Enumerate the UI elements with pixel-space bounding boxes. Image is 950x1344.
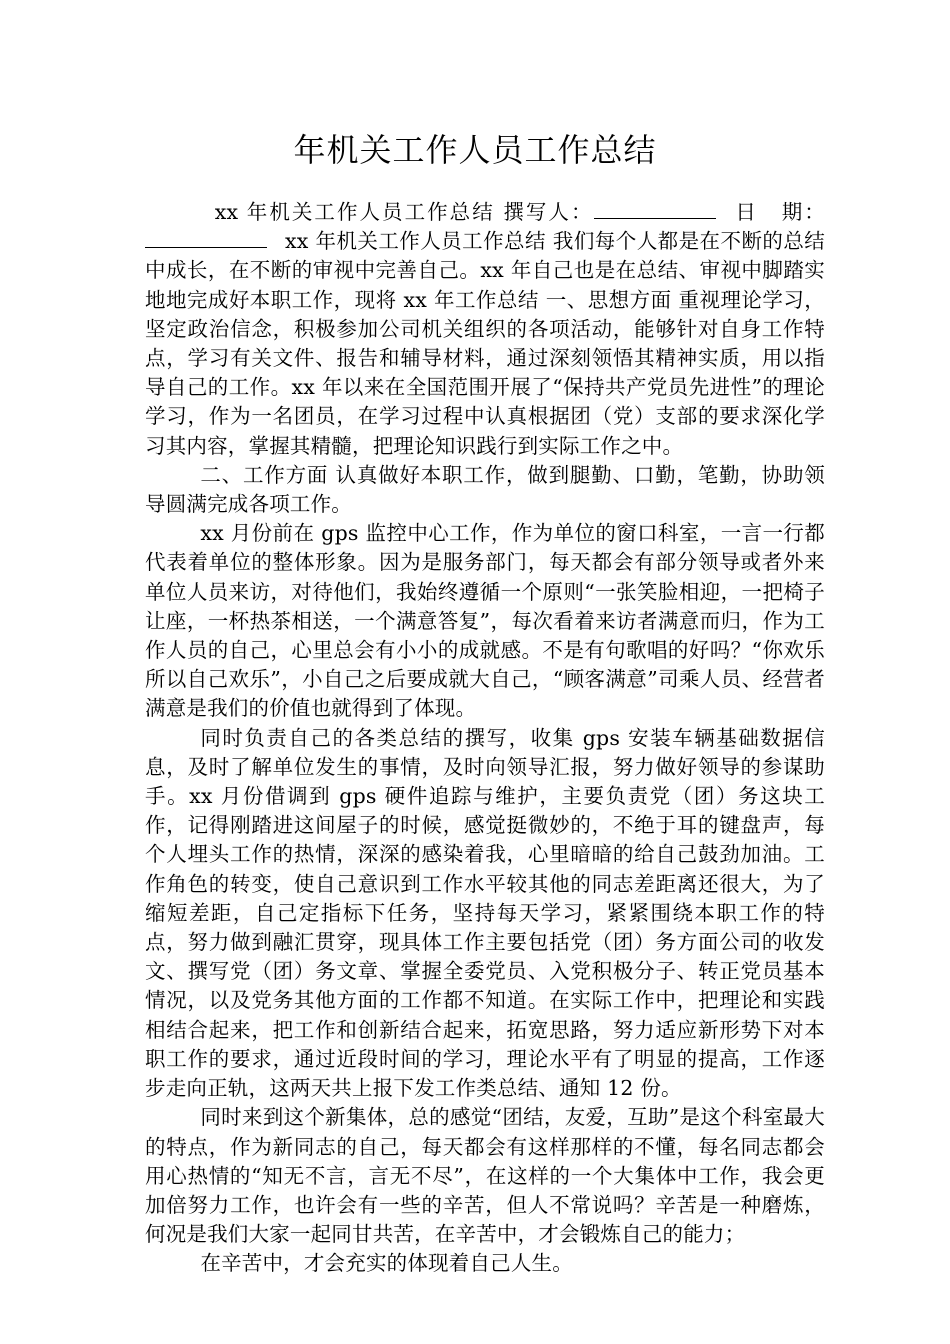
document-title: 年机关工作人员工作总结 bbox=[293, 131, 657, 169]
paragraph-intro bbox=[145, 198, 825, 461]
paragraph: 同时负责自己的各类总结的撰写，收集 gps 安装车辆基础数据信息，及时了解单位发生的事情，及时向领导汇报，努力做好领导的参谋助手。xx 月份借调到 gps 硬件追踪与维护，主要负责党（团）务这块工作，记得刚踏进这间屋子的时候，感觉挺微妙的，不绝于耳的键盘声，每个人埋头工作的热情，深深的感染着我，心里暗暗的给自己鼓劲加油。工作角色的转变，使自己意识到工作水平较其他的同志差距离还很大，为了缩短差距，自己定指标下任务，坚持每天学习，紧紧围绕本职工作的特点，努力做到融汇贯穿，现具体工作主要包括党（团）务方面公司的收发文、撰写党（团）务文章、掌握全委党员、入党积极分子、转正党员基本情况，以及党务其他方面的工作都不知道。在实际工作中，把理论和实践相结合起来，把工作和创新结合起来，拓宽思路，努力适应新形势下对本职工作的要求，通过近段时间的学习，理论水平有了明显的提高，工作逐步走向正轨，这两天共上报下发工作类总结、通知 12 份。 bbox=[145, 725, 825, 1101]
paragraph: 同时来到这个新集体，总的感觉“团结，友爱，互助”是这个科室最大的特点，作为新同志的自己，每天都会有这样那样的不懂，每名同志都会用心热情的“知无不言，言无不尽”，在这样的一个大集体中工作，我会更加倍努力工作，也许会有一些的辛苦，但人不常说吗？辛苦是一种磨炼，何况是我们大家一起同甘共苦，在辛苦中，才会锻炼自己的能力； bbox=[145, 1105, 825, 1247]
author-blank bbox=[594, 200, 716, 219]
author-label: xx 年机关工作人员工作总结 撰写人： bbox=[214, 200, 594, 224]
date-blank bbox=[145, 229, 267, 248]
paragraph: xx 月份前在 gps 监控中心工作，作为单位的窗口科室，一言一行都代表着单位的整体形象。因为是服务部门，每天都会有部分领导或者外来单位人员来访，对待他们，我始终遵循一个原则“一张笑脸相迎，一把椅子让座，一杯热茶相送，一个满意答复”，每次看着来访者满意而归，作为工作人员的自己，心里总会有小小的成就感。不是有句歌唱的好吗？“你欢乐所以自己欢乐”，小自己之后要成就大自己，“顾客满意”司乘人员、经营者满意是我们的价值也就得到了体现。 bbox=[145, 521, 825, 721]
date-label-1: 日 bbox=[733, 200, 758, 224]
date-label-2: 期： bbox=[779, 200, 825, 224]
paragraph: 二、工作方面 认真做好本职工作，做到腿勤、口勤，笔勤，协助领导圆满完成各项工作。 bbox=[145, 462, 825, 517]
intro-text: xx 年机关工作人员工作总结 我们每个人都是在不断的总结中成长，在不断的审视中完善自己。xx 年自己也是在总结、审视中脚踏实地地完成好本职工作，现将 xx 年工作总结 一、思想方面 重视理论学习，坚定政治信念，积极参加公司机关组织的各项活动，能够针对自身工作特点，学习有关文件、报告和辅导材料，通过深刻领悟其精神实质，用以指导自己的工作。xx 年以来在全国范围开展了“保持共产党员先进性”的理论学习，作为一名团员，在学习过程中认真根据团（党）支部的要求深化学习其内容，掌握其精髓，把理论知识践行到实际工作之中。 bbox=[145, 229, 825, 458]
document-body bbox=[145, 198, 825, 1279]
paragraph: 在辛苦中，才会充实的体现着自己人生。 bbox=[200, 1251, 573, 1276]
